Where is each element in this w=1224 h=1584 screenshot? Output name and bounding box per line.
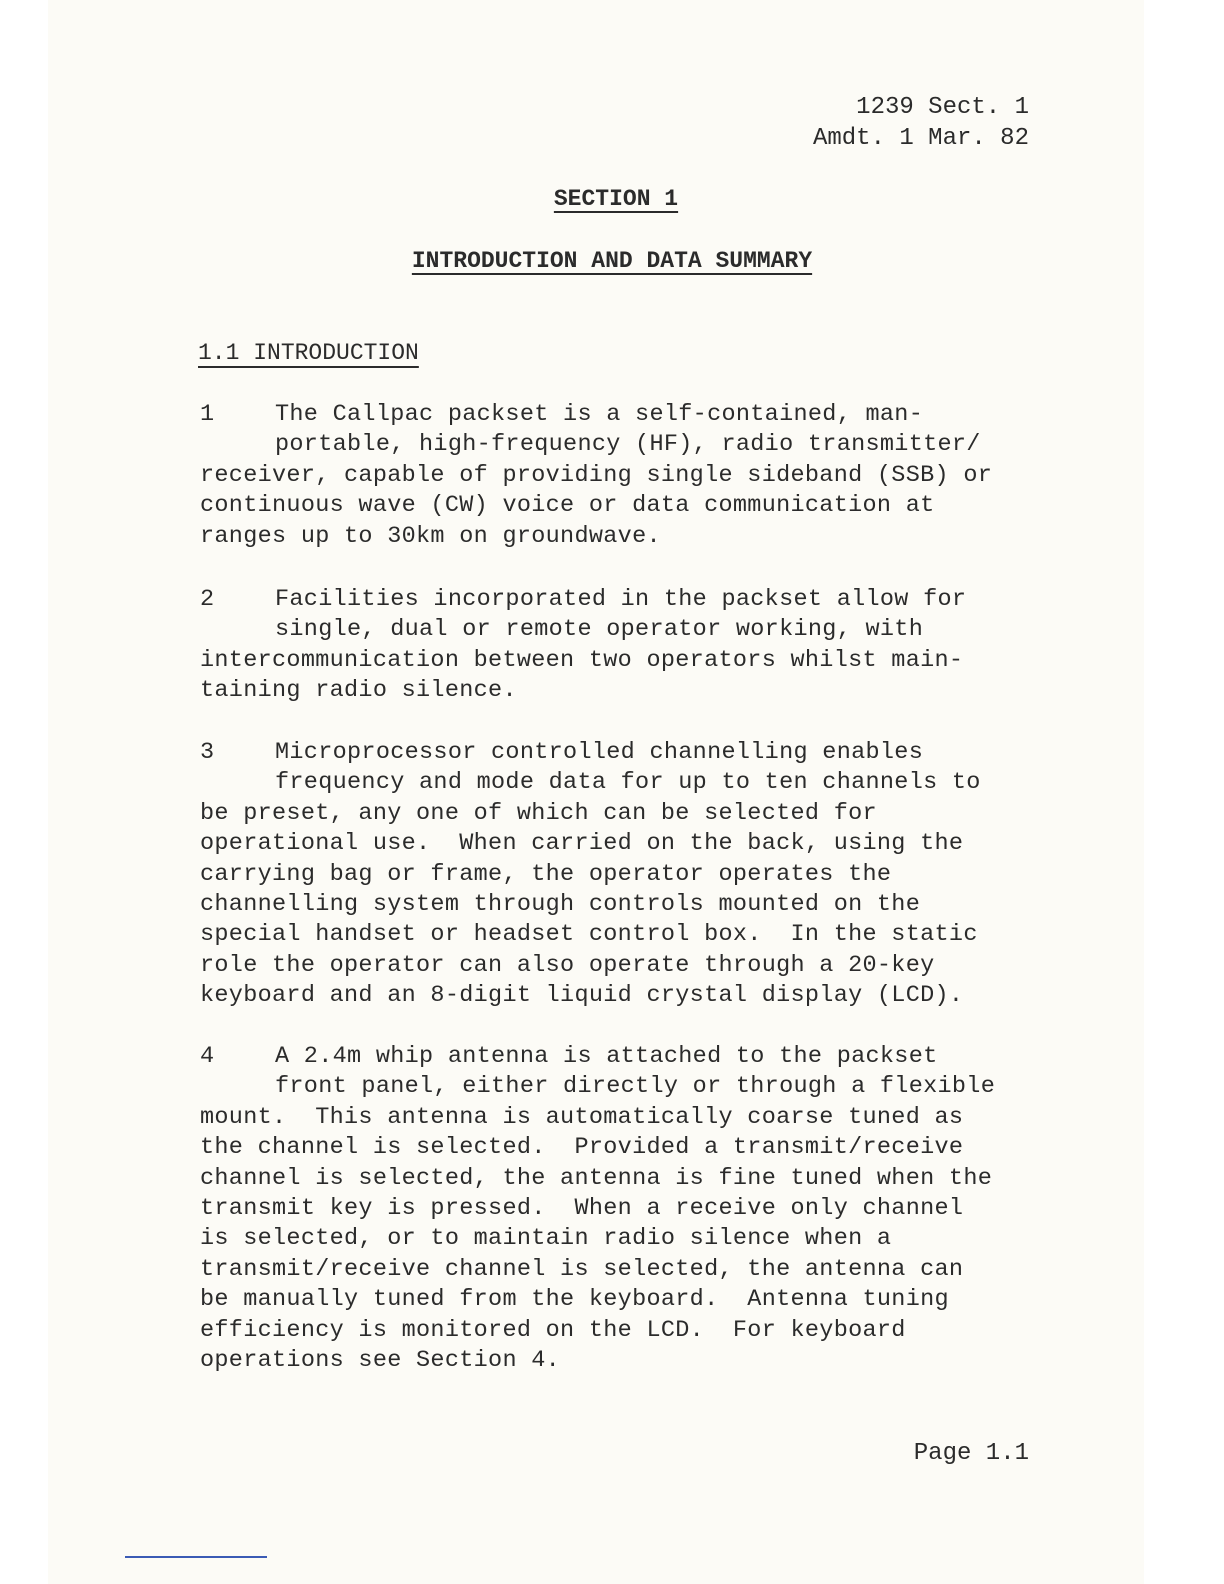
paragraph-line: mount. This antenna is automatically coarse tuned as xyxy=(200,1103,964,1131)
paragraph-line: transmit key is pressed. When a receive only channel xyxy=(200,1195,964,1223)
paragraph-number: 4 xyxy=(200,1043,215,1070)
paragraph-line: operations see Section 4. xyxy=(200,1347,561,1375)
paragraph-line: single, dual or remote operator working, with xyxy=(275,616,924,644)
paragraph-line: intercommunication between two operators whilst main- xyxy=(200,646,964,674)
paragraph-line: keyboard and an 8-digit liquid crystal display (LCD). xyxy=(200,982,964,1010)
paragraph-line: transmit/receive channel is selected, the antenna can xyxy=(200,1255,964,1283)
paragraph-line: A 2.4m whip antenna is attached to the packset xyxy=(275,1043,938,1070)
paragraph-1 xyxy=(200,400,1060,552)
section-subtitle xyxy=(0,248,1224,274)
paragraph-3 xyxy=(200,738,1060,1012)
paragraph-line: The Callpac packset is a self-contained, man- xyxy=(275,401,924,428)
paragraph-line: frequency and mode data for up to ten channels to xyxy=(275,769,981,797)
paragraph-line: efficiency is monitored on the LCD. For keyboard xyxy=(200,1316,906,1344)
paragraph-line: the channel is selected. Provided a transmit/receive xyxy=(200,1134,964,1162)
paragraph-2 xyxy=(200,585,1060,707)
paragraph-line: special handset or headset control box. In the static xyxy=(200,921,978,949)
paragraph-line: operational use. When carried on the back, using the xyxy=(200,830,964,858)
paragraph-line: ranges up to 30km on groundwave. xyxy=(200,522,661,550)
section-subtitle-text: INTRODUCTION AND DATA SUMMARY xyxy=(411,248,813,274)
amendment-line: Amdt. 1 Mar. 82 xyxy=(812,125,1029,152)
paragraph-line: carrying bag or frame, the operator operates the xyxy=(200,860,892,888)
paragraph-line: be preset, any one of which can be selected for xyxy=(200,799,877,827)
paragraph-line: channelling system through controls mounted on the xyxy=(200,891,921,919)
paragraph-line: front panel, either directly or through a flexible xyxy=(275,1073,996,1101)
paragraph-line: continuous wave (CW) voice or data communication at xyxy=(200,492,935,520)
footnote-divider xyxy=(125,1556,267,1558)
paragraph-number: 1 xyxy=(200,401,215,428)
subsection-heading: 1.1 INTRODUCTION xyxy=(198,340,419,366)
paragraph-line: receiver, capable of providing single sideband (SSB) or xyxy=(200,461,993,489)
paragraph-line: Facilities incorporated in the packset allow for xyxy=(275,586,967,613)
section-title xyxy=(4,186,1224,212)
paragraph-line: be manually tuned from the keyboard. Antenna tuning xyxy=(200,1286,949,1314)
paragraph-line: is selected, or to maintain radio silence when a xyxy=(200,1225,892,1253)
paragraph-number: 2 xyxy=(200,586,215,613)
paragraph-line: role the operator can also operate through a 20-key xyxy=(200,951,935,979)
doc-ref-line: 1239 Sect. 1 xyxy=(856,94,1029,121)
paragraph-line: channel is selected, the antenna is fine tuned when the xyxy=(200,1164,993,1192)
paragraph-line: portable, high-frequency (HF), radio transmitter/ xyxy=(275,431,981,459)
paragraph-line: Microprocessor controlled channelling enables xyxy=(275,739,924,766)
section-title-text: SECTION 1 xyxy=(553,186,679,212)
page-number: Page 1.1 xyxy=(913,1440,1029,1467)
document-reference xyxy=(813,92,1029,154)
paragraph-line: taining radio silence. xyxy=(200,677,517,705)
paragraph-number: 3 xyxy=(200,739,215,766)
paragraph-4 xyxy=(200,1042,1060,1376)
